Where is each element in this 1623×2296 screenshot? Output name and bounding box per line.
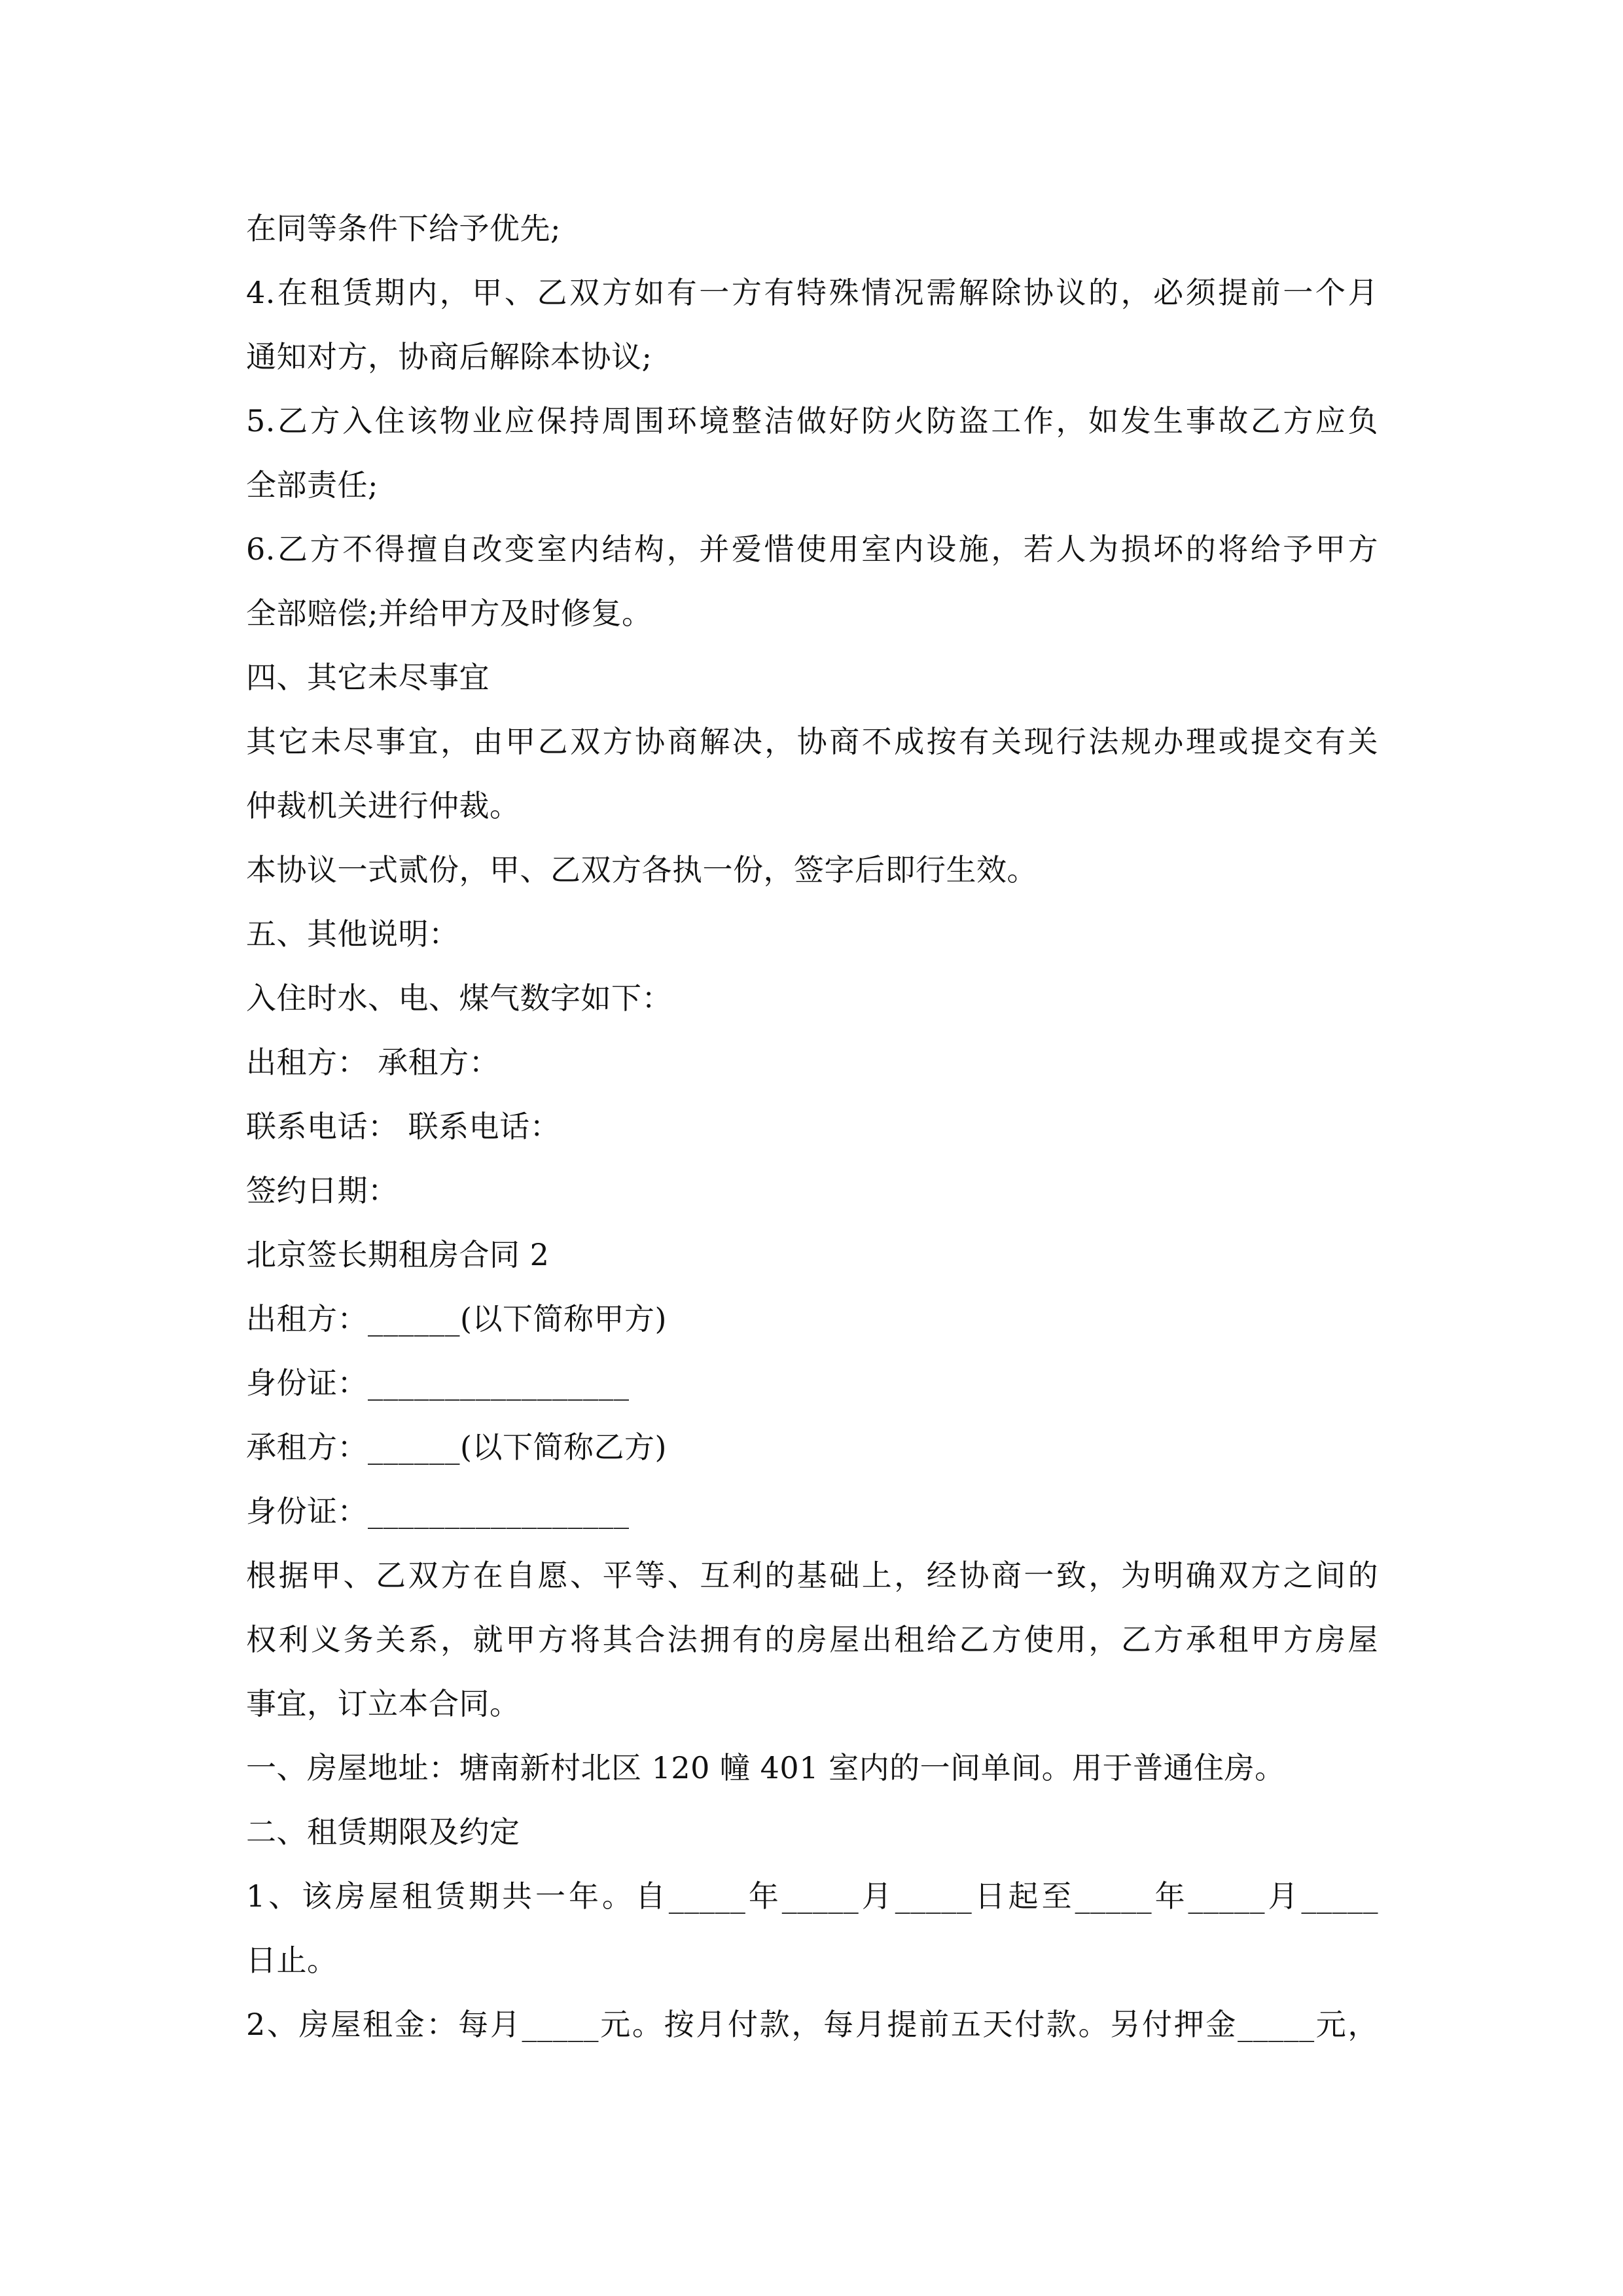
paragraph-line: 在同等条件下给予优先; [246, 211, 561, 246]
tenant-field: 承租方：______(以下简称乙方) [246, 1429, 667, 1465]
section-heading: 五、其他说明： [246, 916, 459, 952]
section-heading: 四、其它未尽事宜 [246, 660, 490, 695]
paragraph-line: 一、房屋地址：塘南新村北区 120 幢 401 室内的一间单间。用于普通住房。 [246, 1750, 1285, 1785]
paragraph-line: 入住时水、电、煤气数字如下： [246, 980, 672, 1016]
paragraph-line: 仲裁机关进行仲裁。 [246, 788, 520, 823]
document-body [246, 196, 1378, 2056]
id-card-field: 身份证：_________________ [246, 1494, 630, 1529]
landlord-field: 出租方：______(以下简称甲方) [246, 1301, 667, 1336]
paragraph-line: 6.乙方不得擅自改变室内结构，并爱惜使用室内设施，若人为损坏的将给予甲方 [246, 531, 1378, 567]
paragraph-line: 根据甲、乙双方在自愿、平等、互利的基础上，经协商一致，为明确双方之间的 [246, 1558, 1378, 1593]
paragraph-line: 权利义务关系，就甲方将其合法拥有的房屋出租给乙方使用，乙方承租甲方房屋 [246, 1622, 1378, 1657]
signature-field: 出租方： 承租方： [246, 1045, 500, 1080]
paragraph-line: 其它未尽事宜，由甲乙双方协商解决，协商不成按有关现行法规办理或提交有关 [246, 724, 1378, 759]
id-card-field: 身份证：_________________ [246, 1365, 630, 1401]
paragraph-line: 本协议一式贰份，甲、乙双方各执一份，签字后即行生效。 [246, 852, 1037, 888]
contact-field: 联系电话： 联系电话： [246, 1109, 561, 1144]
paragraph-line: 全部责任; [246, 467, 378, 503]
paragraph-line: 4.在租赁期内，甲、乙双方如有一方有特殊情况需解除协议的，必须提前一个月 [246, 275, 1378, 310]
paragraph-line: 1、该房屋租赁期共一年。自_____年_____月_____日起至_____年_____月_____ [246, 1878, 1378, 1914]
paragraph-line: 5.乙方入住该物业应保持周围环境整洁做好防火防盗工作，如发生事故乙方应负 [246, 403, 1378, 439]
paragraph-line: 通知对方，协商后解除本协议; [246, 339, 652, 374]
date-field: 签约日期： [246, 1173, 399, 1208]
section-heading: 二、租赁期限及约定 [246, 1814, 520, 1850]
paragraph-line: 日止。 [246, 1943, 338, 1978]
paragraph-line: 事宜，订立本合同。 [246, 1686, 520, 1721]
document-title: 北京签长期租房合同 2 [246, 1237, 550, 1272]
paragraph-line: 2、房屋租金：每月_____元。按月付款，每月提前五天付款。另付押金_____元， [246, 2007, 1378, 2042]
paragraph-line: 全部赔偿;并给甲方及时修复。 [246, 596, 652, 631]
